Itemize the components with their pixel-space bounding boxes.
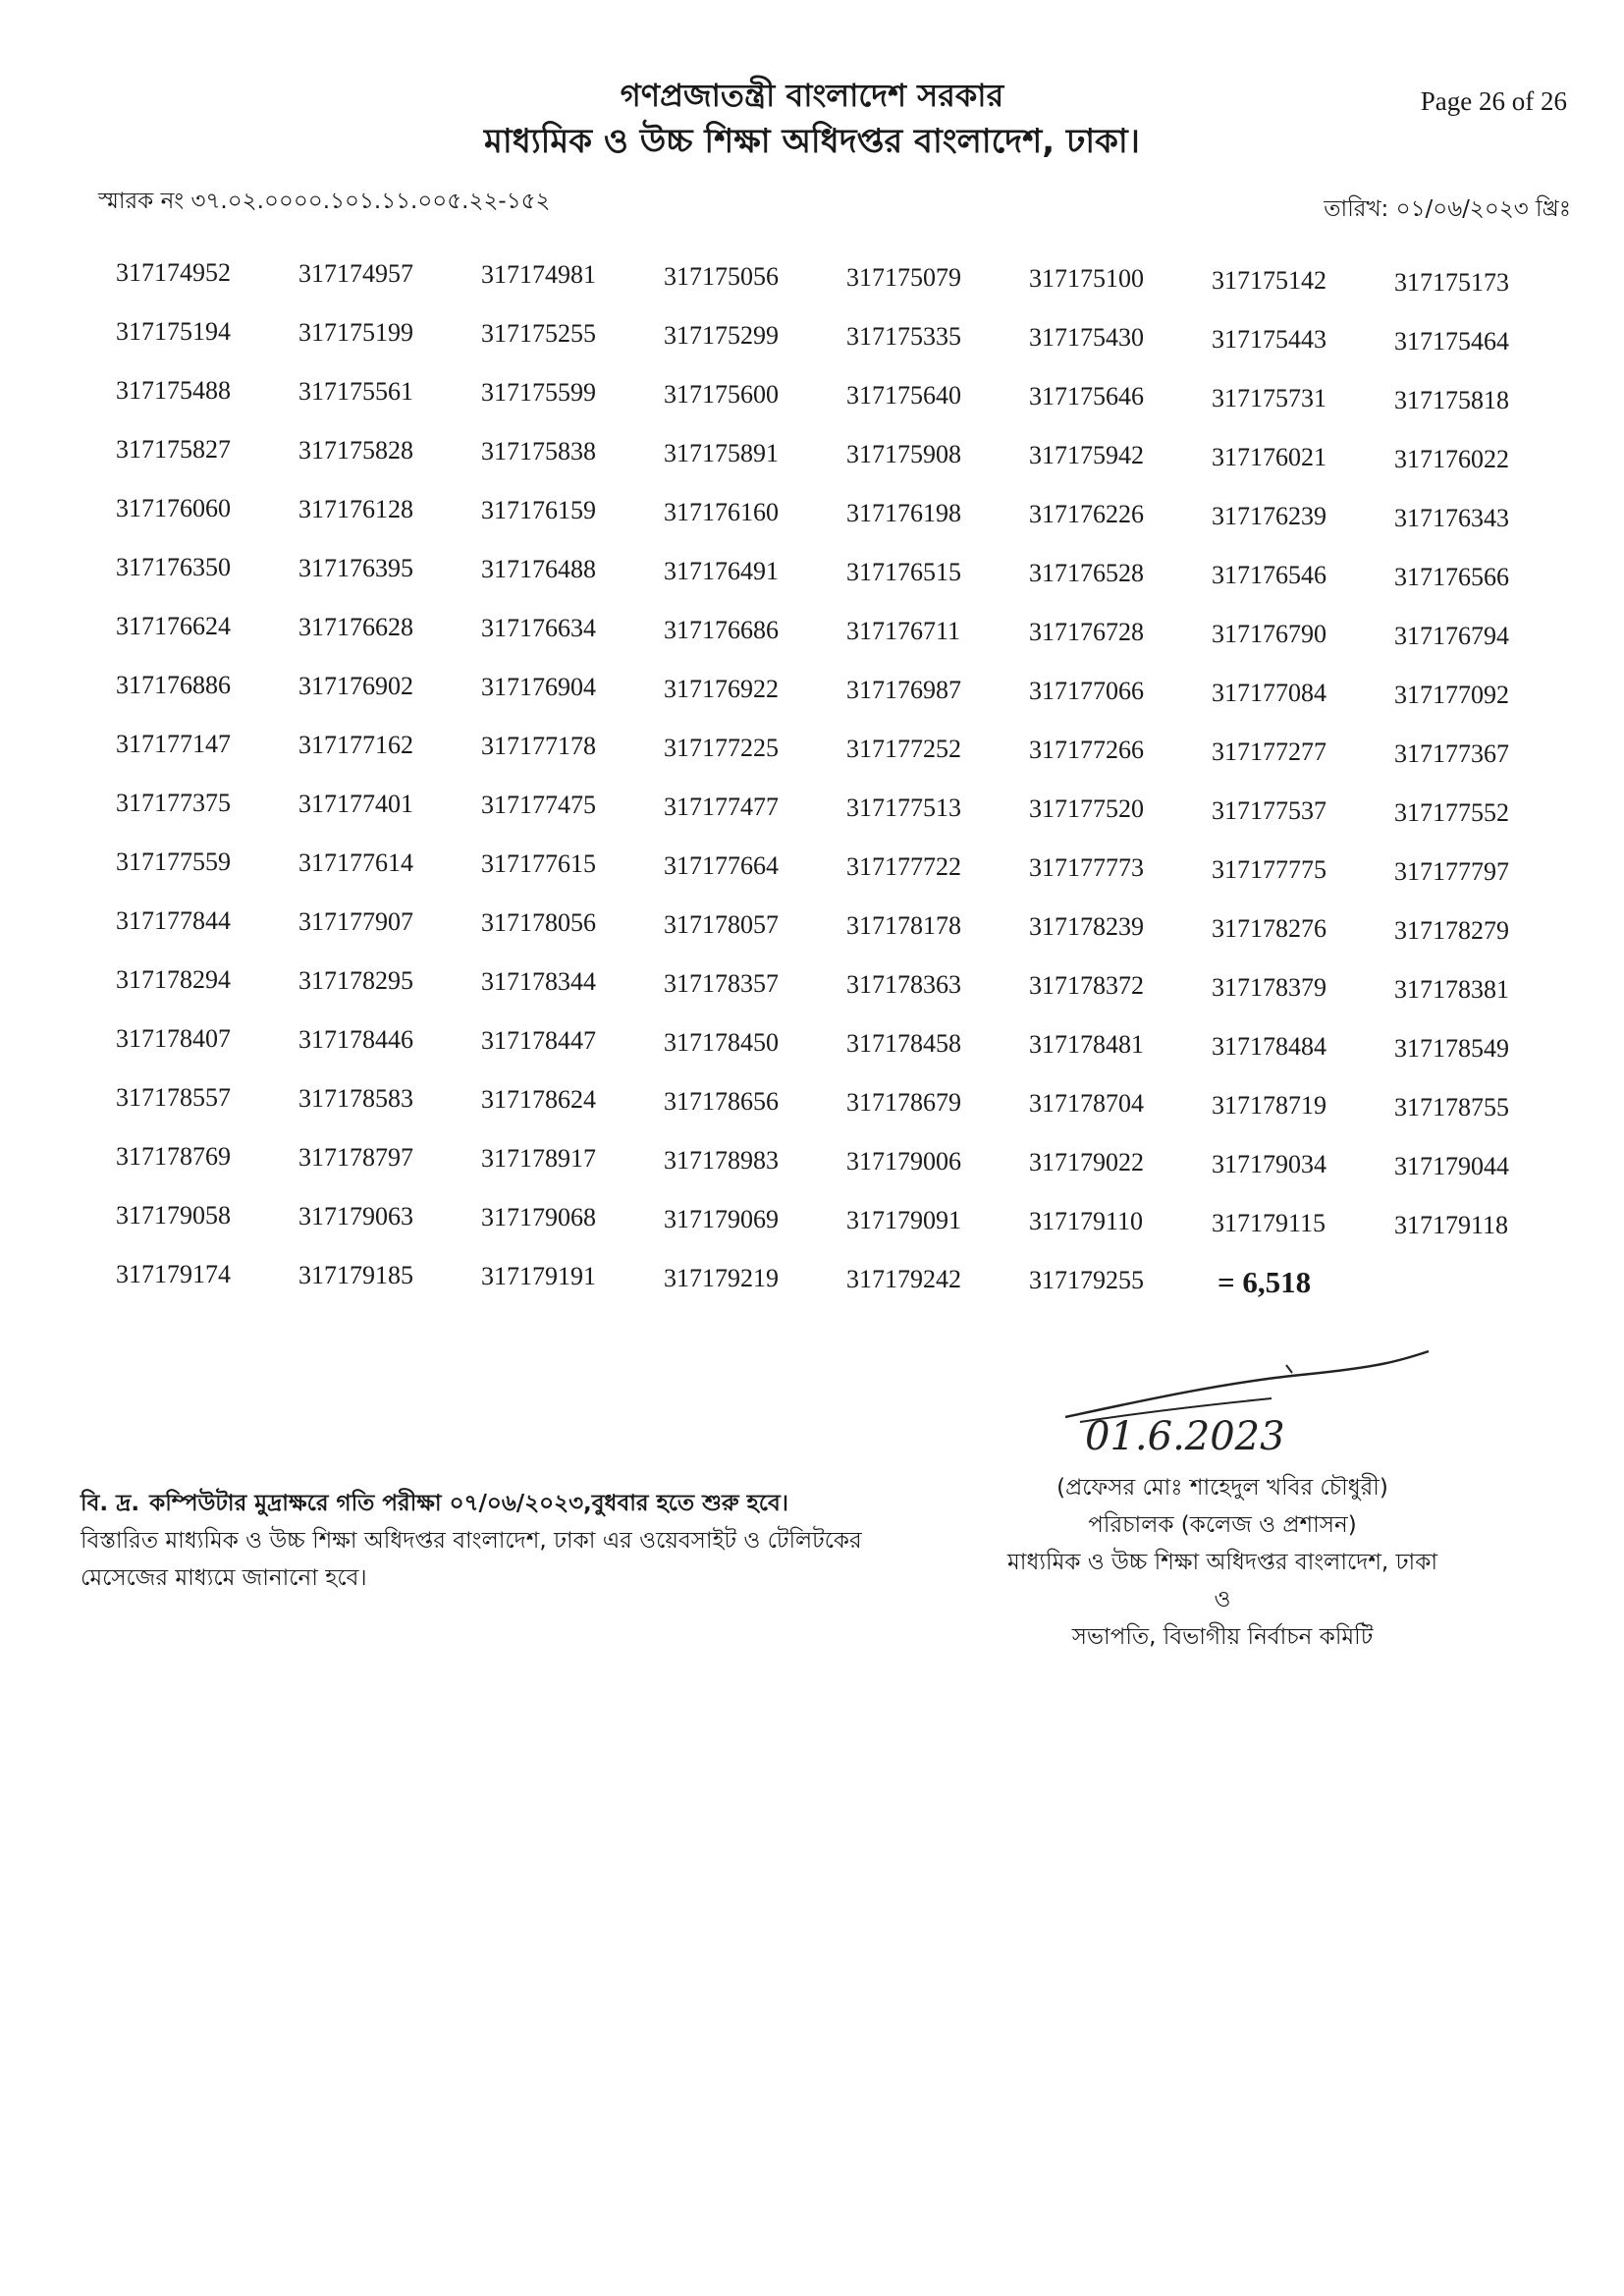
roll-number: 317177147: [116, 730, 231, 758]
roll-number: 317175599: [481, 378, 596, 407]
roll-number: 317176634: [481, 614, 596, 642]
roll-number: 317175335: [846, 322, 961, 351]
roll-number: 317178656: [664, 1087, 779, 1116]
roll-number: 317175100: [1029, 264, 1144, 293]
roll-number: 317176128: [298, 495, 413, 523]
signatory-role: সভাপতি, বিভাগীয় নির্বাচন কমিটি: [1071, 1624, 1374, 1650]
roll-number: 317175464: [1394, 327, 1509, 355]
roll-number: 317177477: [664, 793, 779, 821]
roll-number: 317178344: [481, 967, 596, 996]
roll-number: 317177162: [298, 731, 413, 759]
roll-number: 317179022: [1029, 1148, 1144, 1176]
roll-number: 317174952: [116, 258, 231, 287]
roll-number: 317178755: [1394, 1093, 1509, 1121]
roll-number: 317178057: [664, 910, 779, 939]
roll-number: 317178917: [481, 1144, 596, 1173]
roll-number: 317175827: [116, 435, 231, 464]
roll-number: 317175173: [1394, 268, 1509, 297]
government-title: গণপ্রজাতন্ত্রী বাংলাদেশ সরকার: [620, 77, 1004, 114]
roll-number: 317177475: [481, 791, 596, 819]
roll-number: 317178381: [1394, 975, 1509, 1004]
roll-number: 317179242: [846, 1265, 961, 1293]
handwritten-date: 01.6.2023: [1085, 1414, 1285, 1459]
roll-number: 317175942: [1029, 441, 1144, 469]
roll-number: 317177084: [1212, 679, 1326, 707]
roll-number: 317178446: [298, 1025, 413, 1054]
note-block: [81, 1485, 964, 1597]
roll-number: 317177844: [116, 906, 231, 935]
signatory-name: (প্রফেসর মোঃ শাহেদুল খবির চৌধুরী): [1056, 1475, 1388, 1501]
roll-number: 317178557: [116, 1083, 231, 1112]
roll-number-grid: [116, 260, 1520, 1321]
roll-number: 317175443: [1212, 325, 1326, 354]
roll-number: 317178372: [1029, 971, 1144, 1000]
roll-number: 317178583: [298, 1084, 413, 1113]
roll-number: 317177907: [298, 907, 413, 936]
handwritten-signature: [1026, 1343, 1438, 1461]
total-count: = 6,518: [1218, 1265, 1312, 1299]
roll-number: 317178295: [298, 966, 413, 995]
roll-number: 317177266: [1029, 736, 1144, 764]
roll-number: 317176159: [481, 496, 596, 524]
roll-number: 317175488: [116, 376, 231, 405]
roll-number: 317177773: [1029, 853, 1144, 882]
roll-number: 317177664: [664, 851, 779, 880]
roll-number: 317178357: [664, 969, 779, 998]
roll-number: 317177614: [298, 848, 413, 877]
roll-number: 317174957: [298, 259, 413, 288]
roll-number: 317177520: [1029, 794, 1144, 823]
roll-number: 317179034: [1212, 1150, 1326, 1178]
roll-number: 317177401: [298, 790, 413, 818]
roll-number: 317177722: [846, 852, 961, 881]
roll-number: 317176021: [1212, 443, 1326, 471]
roll-number: 317177277: [1212, 738, 1326, 766]
roll-number: 317177775: [1212, 855, 1326, 884]
roll-number: 317175908: [846, 440, 961, 468]
roll-number: 317179091: [846, 1206, 961, 1234]
roll-number: 317176794: [1394, 622, 1509, 650]
roll-number: 317178983: [664, 1146, 779, 1175]
signatory-block: [967, 1469, 1478, 1656]
roll-number: 317179110: [1029, 1207, 1144, 1235]
roll-number: 317177375: [116, 789, 231, 817]
roll-number: 317176060: [116, 494, 231, 522]
roll-number: 317177252: [846, 735, 961, 763]
roll-number: 317176395: [298, 554, 413, 582]
roll-number: 317175600: [664, 380, 779, 409]
roll-number: 317175561: [298, 377, 413, 406]
issue-date: তারিখ: ০১/০৬/২০২৩ খ্রিঃ: [1324, 196, 1571, 222]
roll-number: 317178797: [298, 1143, 413, 1172]
roll-number: 317176904: [481, 673, 596, 701]
roll-number: 317175891: [664, 439, 779, 467]
roll-number: 317178719: [1212, 1091, 1326, 1120]
signature-area: [967, 1343, 1478, 1677]
roll-number: 317177559: [116, 847, 231, 876]
roll-number: 317178276: [1212, 914, 1326, 943]
roll-number: 317178704: [1029, 1089, 1144, 1118]
roll-number: 317179118: [1394, 1211, 1509, 1239]
roll-number: 317177615: [481, 849, 596, 878]
roll-number: 317175142: [1212, 266, 1326, 295]
roll-number: 317178239: [1029, 912, 1144, 941]
roll-number: 317176226: [1029, 500, 1144, 528]
page-number: Page 26 of 26: [1420, 86, 1567, 116]
roll-number: 317179185: [298, 1261, 413, 1289]
roll-number: 317175079: [846, 263, 961, 292]
roll-number: 317177225: [664, 734, 779, 762]
roll-number: 317175828: [298, 436, 413, 465]
roll-number: 317178056: [481, 908, 596, 937]
roll-number: 317176790: [1212, 620, 1326, 648]
roll-number: 317177552: [1394, 798, 1509, 827]
roll-number: 317176491: [664, 557, 779, 585]
roll-number: 317175299: [664, 321, 779, 350]
roll-number: 317176728: [1029, 618, 1144, 646]
roll-number: 317179069: [664, 1205, 779, 1233]
roll-number: 317179255: [1029, 1266, 1144, 1294]
roll-number: 317178769: [116, 1142, 231, 1171]
roll-number: 317174981: [481, 260, 596, 289]
roll-number: 317178450: [664, 1028, 779, 1057]
roll-number: 317179063: [298, 1202, 413, 1230]
note-line-1: কম্পিউটার মুদ্রাক্ষরে গতি পরীক্ষা ০৭/০৬/২০২৩,বুধবার হতে শুরু হবে।: [149, 1491, 788, 1516]
roll-number: 317175646: [1029, 382, 1144, 410]
roll-number: 317178447: [481, 1026, 596, 1055]
roll-number: 317179191: [481, 1262, 596, 1290]
roll-number: 317179115: [1212, 1209, 1326, 1237]
roll-number: 317175199: [298, 318, 413, 347]
roll-number: 317178679: [846, 1088, 961, 1117]
roll-number: 317176350: [116, 553, 231, 581]
roll-number: 317175430: [1029, 323, 1144, 352]
roll-number: 317177092: [1394, 681, 1509, 709]
roll-number: 317175818: [1394, 386, 1509, 414]
signatory-and: ও: [1214, 1587, 1231, 1613]
roll-number: 317179058: [116, 1201, 231, 1230]
roll-number: 317177797: [1394, 857, 1509, 886]
roll-number: 317179068: [481, 1203, 596, 1231]
roll-number: 317176198: [846, 499, 961, 527]
roll-number: 317178279: [1394, 916, 1509, 945]
roll-number: 317175838: [481, 437, 596, 465]
roll-number: 317176239: [1212, 502, 1326, 530]
roll-number: 317176628: [298, 613, 413, 641]
note-label: বি. দ্র.: [81, 1491, 140, 1516]
memo-number: স্মারক নং ৩৭.০২.০০০০.১০১.১১.০০৫.২২-১৫২: [98, 189, 551, 214]
roll-number: 317176343: [1394, 504, 1509, 532]
roll-number: 317178549: [1394, 1034, 1509, 1063]
roll-number: 317176022: [1394, 445, 1509, 473]
roll-number: 317176886: [116, 671, 231, 699]
directorate-title: মাধ্যমিক ও উচ্চ শিক্ষা অধিদপ্তর বাংলাদেশ, ঢাকা।: [484, 122, 1140, 161]
roll-number: 317176546: [1212, 561, 1326, 589]
roll-number: 317178481: [1029, 1030, 1144, 1059]
roll-number: 317178178: [846, 911, 961, 940]
roll-number: 317179044: [1394, 1152, 1509, 1180]
roll-number: 317178379: [1212, 973, 1326, 1002]
roll-number: 317178458: [846, 1029, 961, 1058]
roll-number: 317179006: [846, 1147, 961, 1175]
roll-number: 317178407: [116, 1024, 231, 1053]
roll-number: 317178624: [481, 1085, 596, 1114]
roll-number: 317175056: [664, 262, 779, 291]
roll-number: 317176711: [846, 617, 961, 645]
signatory-office: মাধ্যমিক ও উচ্চ শিক্ষা অধিদপ্তর বাংলাদেশ, ঢাকা: [1007, 1550, 1437, 1575]
roll-number: 317176987: [846, 676, 961, 704]
roll-number: 317178294: [116, 965, 231, 994]
roll-number: 317179174: [116, 1260, 231, 1288]
roll-number: 317176686: [664, 616, 779, 644]
roll-number: 317175255: [481, 319, 596, 348]
roll-number: 317176515: [846, 558, 961, 586]
roll-number: 317175731: [1212, 384, 1326, 412]
roll-number: 317176528: [1029, 559, 1144, 587]
roll-number: 317177513: [846, 793, 961, 822]
roll-number: 317175194: [116, 317, 231, 346]
roll-number: 317176160: [664, 498, 779, 526]
note-line-3: মেসেজের মাধ্যমে জানানো হবে।: [81, 1565, 367, 1591]
roll-number: 317176488: [481, 555, 596, 583]
roll-number: 317177367: [1394, 739, 1509, 768]
roll-number: 317176624: [116, 612, 231, 640]
roll-number: 317177178: [481, 732, 596, 760]
note-line-2: বিস্তারিত মাধ্যমিক ও উচ্চ শিক্ষা অধিদপ্তর বাংলাদেশ, ঢাকা এর ওয়েবসাইট ও টেলিটকের: [81, 1528, 862, 1554]
roll-number: 317176902: [298, 672, 413, 700]
roll-number: 317176922: [664, 675, 779, 703]
signatory-title: পরিচালক (কলেজ ও প্রশাসন): [1088, 1512, 1357, 1538]
roll-number: 317177537: [1212, 796, 1326, 825]
roll-number: 317179219: [664, 1264, 779, 1292]
roll-number: 317175640: [846, 381, 961, 410]
roll-number: 317176566: [1394, 563, 1509, 591]
roll-number: 317177066: [1029, 677, 1144, 705]
roll-number: 317178363: [846, 970, 961, 999]
roll-number: 317178484: [1212, 1032, 1326, 1061]
